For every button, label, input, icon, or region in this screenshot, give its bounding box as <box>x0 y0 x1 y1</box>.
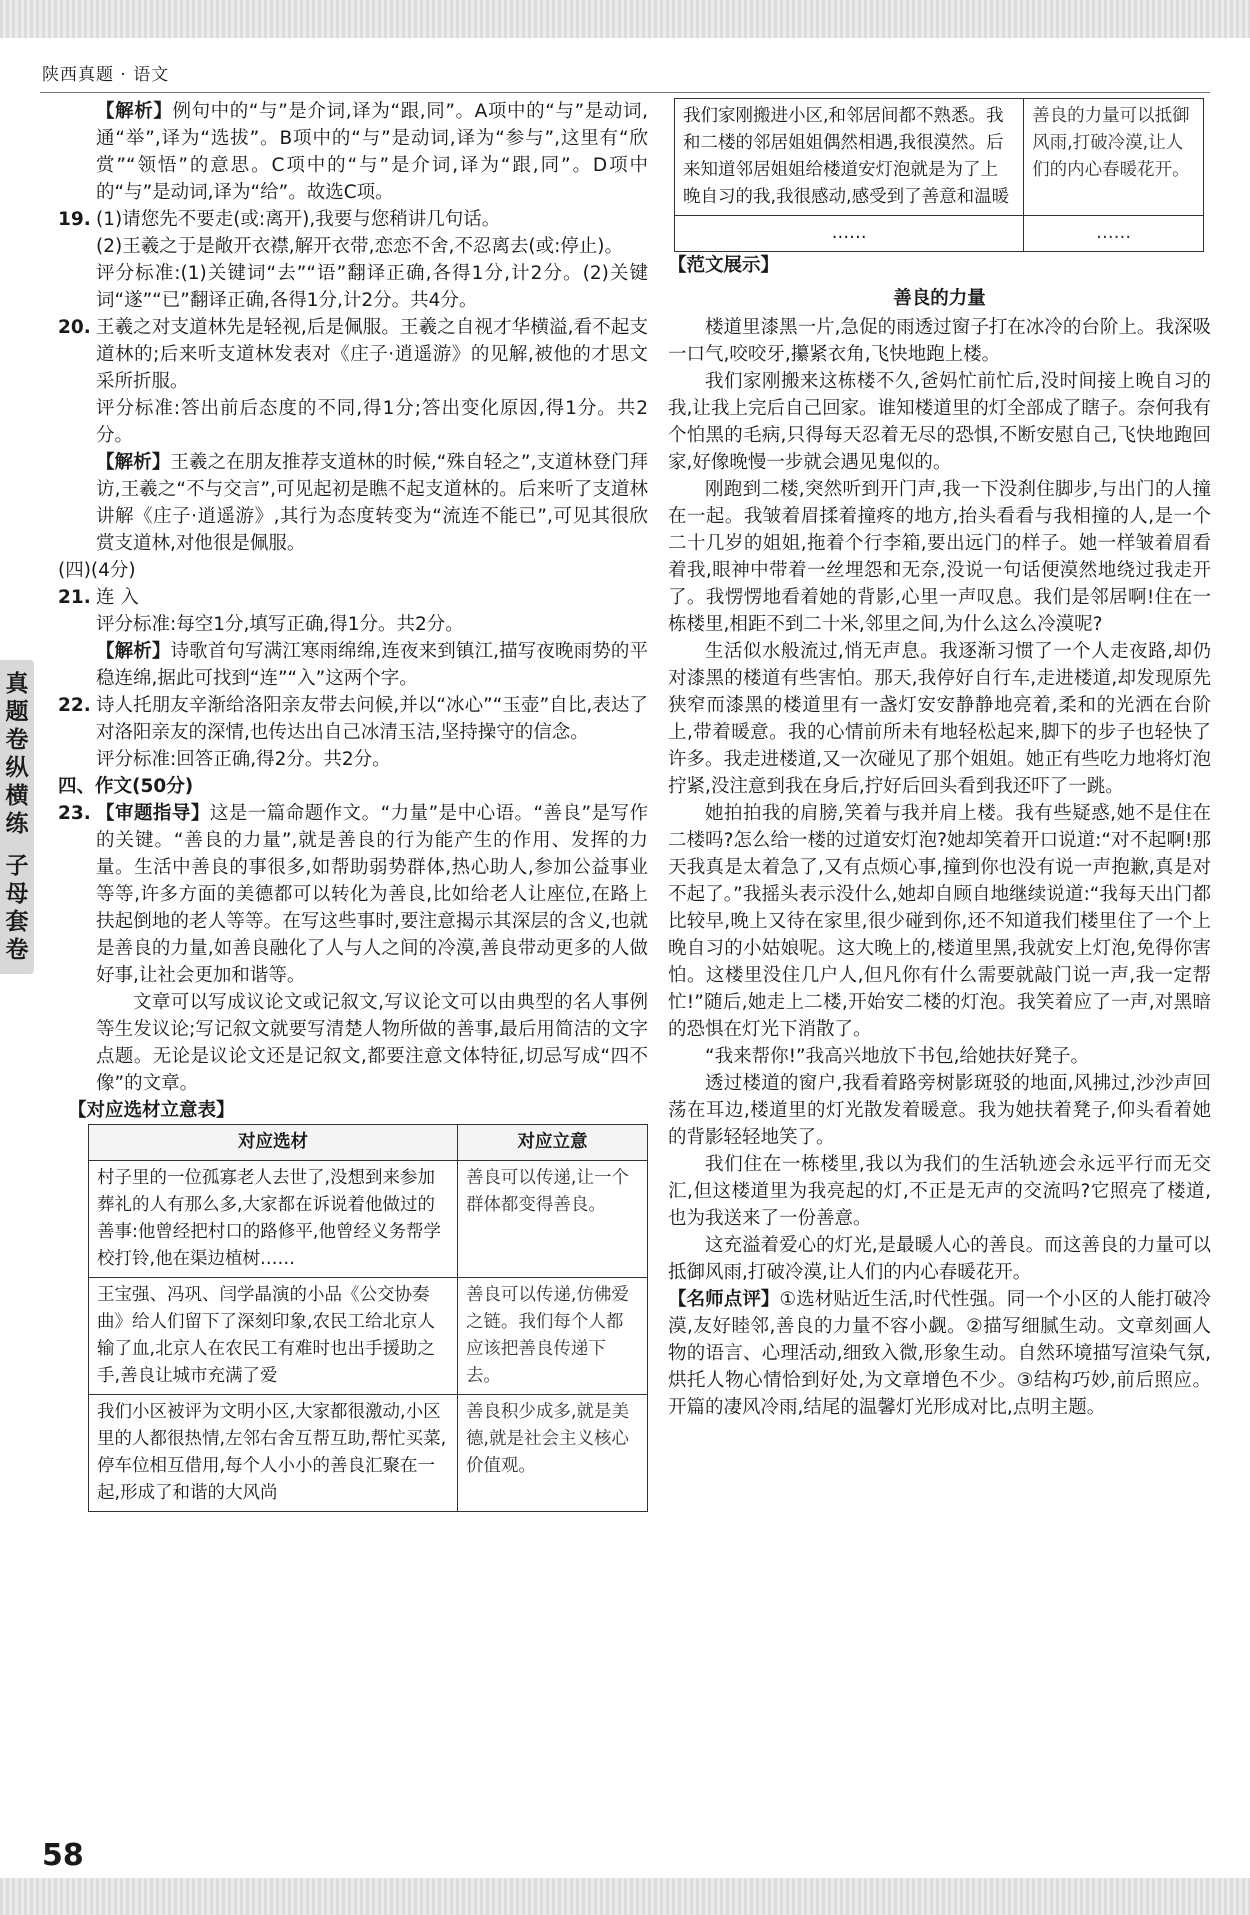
section-4-heading: (四)(4分) <box>58 560 136 581</box>
table-row <box>89 1161 648 1278</box>
essay-paragraph: 生活似水般流过,悄无声息。我逐渐习惯了一个人走夜路,却仍对漆黑的楼道有些害怕。那天,我停好自行车,走进楼道,却发现原先狭窄而漆黑的楼道里有一盏灯安安静静地亮着,柔和的光洒在台阶上,带着暖意。我的心情前所未有地轻松起来,脚下的步子也轻快了许多。我走进楼道,又一次碰见了那个姐姐。她正有些吃力地将灯泡拧紧,没注意到我在身后,拧好后回头看到我还吓了一跳。 <box>668 641 1211 797</box>
q20-answer <box>58 314 648 395</box>
essay-paragraph: 透过楼道的窗户,我看着路旁树影斑驳的地面,风拂过,沙沙声回荡在耳边,楼道里的灯光散发着暖意。我为她扶着凳子,仰头看着她的背影轻轻地笑了。 <box>668 1073 1211 1148</box>
side-tab-char: 练 <box>5 811 29 837</box>
material-cell: 我们小区被评为文明小区,大家都很激动,小区里的人都很热情,左邻右舍互帮互助,帮忙买菜,停车位相互借用,每个人小小的善良汇聚在一起,形成了和谐的大风尚 <box>89 1395 458 1512</box>
material-theme-table <box>88 1124 648 1512</box>
material-theme-table-continued <box>674 98 1204 252</box>
material-cell: 村子里的一位孤寡老人去世了,没想到来参加葬礼的人有那么多,大家都在诉说着他做过的善事:他曾经把村口的路修平,他曾经义务帮学校打铃,他在渠边植树…… <box>89 1161 458 1278</box>
q23-guidance <box>58 800 648 989</box>
side-tab-char: 套 <box>5 909 29 935</box>
answer-text: 连 入 <box>96 587 139 608</box>
answer-text: 诗人托朋友辛渐给洛阳亲友带去问候,并以“冰心”“玉壶”自比,表达了对洛阳亲友的深情,也传达出自己冰清玉洁,坚持操守的信念。 <box>96 695 648 743</box>
running-header: 陕西真题 · 语文 <box>42 65 170 85</box>
side-tab-char: 横 <box>5 783 29 809</box>
analysis-label: 【解析】 <box>96 452 171 473</box>
analysis-text: 诗歌首句写满江寒雨绵绵,连夜来到镇江,描写夜晚雨势的平稳连绵,据此可找到“连”“入”这两个字。 <box>96 641 648 689</box>
answer-text: (1)请您先不要走(或:离开),我要与您稍讲几句话。 <box>96 209 501 230</box>
comment-label: 【名师点评】 <box>668 1289 780 1310</box>
q22-answer <box>58 692 648 746</box>
analysis-label: 【解析】 <box>96 101 173 122</box>
question-number: 21. <box>58 587 91 608</box>
q18-analysis <box>58 98 648 206</box>
guidance-text: 这是一篇命题作文。“力量”是中心语。“善良”是写作的关键。“善良的力量”,就是善良的行为能产生的作用、发挥的力量。生活中善良的事很多,如帮助弱势群体,热心助人,参加公益事业等等,许多方面的美德都可以转化为善良,比如给老人让座位,在路上扶起倒地的老人等等。在写这些事时,要注意揭示其深层的含义,也就是善良的力量,如善良融化了人与人之间的冷漠,善良带动更多的人做好事,让社会更加和谐等。 <box>96 803 648 986</box>
question-number: 22. <box>58 695 91 716</box>
right-column <box>668 98 1211 1421</box>
question-number: 20. <box>58 317 91 338</box>
q19-answer-1 <box>58 206 648 233</box>
side-tab-char: 子 <box>5 853 29 879</box>
header-rule <box>40 92 1210 93</box>
analysis-label: 【解析】 <box>96 641 171 662</box>
table-header-cell: 对应选材 <box>89 1125 458 1161</box>
q22-score: 评分标准:回答正确,得2分。共2分。 <box>96 749 391 770</box>
teacher-comment <box>668 1286 1211 1421</box>
question-number: 19. <box>58 209 91 230</box>
essay-paragraph: 她拍拍我的肩膀,笑着与我并肩上楼。我有些疑惑,她不是住在二楼吗?怎么给一楼的过道安灯泡?她却笑着开口说道:“对不起啊!那天我真是太着急了,又有点烦心事,撞到你也没有说一声抱歉,真是对不起了。”我摇头表示没什么,她却自顾自地继续说道:“我每天出门都比较早,晚上又待在家里,很少碰到你,还不知道我们楼里住了一个上晚自习的小姑娘呢。这大晚上的,楼道里黑,我就安上灯泡,免得你害怕。这楼里没住几户人,但凡你有什么需要就敲门说一声,我一定帮忙!”随后,她走上二楼,开始安二楼的灯泡。我笑着应了一声,对黑暗的恐惧在灯光下消散了。 <box>668 803 1211 1040</box>
table-caption: 【对应选材立意表】 <box>68 1100 235 1121</box>
side-tab-char: 卷 <box>5 727 29 753</box>
q21-score: 评分标准:每空1分,填写正确,得1分。共2分。 <box>96 614 464 635</box>
guidance-label: 【审题指导】 <box>96 803 210 824</box>
top-band <box>0 0 1250 38</box>
essay-title: 善良的力量 <box>893 288 986 309</box>
q21-answer <box>58 584 648 611</box>
side-tab-char: 真 <box>5 671 29 697</box>
table-row <box>675 216 1204 252</box>
table-header-row <box>89 1125 648 1161</box>
material-cell: 我们家刚搬进小区,和邻居间都不熟悉。我和二楼的邻居姐姐偶然相遇,我很漠然。后来知道邻居姐姐给楼道安灯泡就是为了上晚自习的我,我很感动,感受到了善意和温暖 <box>675 99 1024 216</box>
material-cell: 王宝强、冯巩、闫学晶演的小品《公交协奏曲》给人们留下了深刻印象,农民工给北京人输了血,北京人在农民工有难时也出手援助之手,善良让城市充满了爱 <box>89 1278 458 1395</box>
essay-paragraph: 刚跑到二楼,突然听到开门声,我一下没刹住脚步,与出门的人撞在一起。我皱着眉揉着撞疼的地方,抬头看看与我相撞的人,是一个二十几岁的姐姐,拖着个行李箱,要出远门的样子。她一样皱着眉看着我,眼神中带着一丝埋怨和无奈,没说一句话便漠然地绕过我走开了。我愣愣地看着她的背影,心里一声叹息。我们是邻居啊!住在一栋楼里,相距不到二十米,邻里之间,为什么这么冷漠呢? <box>668 479 1211 635</box>
theme-cell: 善良的力量可以抵御风雨,打破冷漠,让人们的内心春暖花开。 <box>1024 99 1204 216</box>
comment-text: ①选材贴近生活,时代性强。同一个小区的人能打破冷漠,友好睦邻,善良的力量不容小觑。②描写细腻生动。文章刻画人物的语言、心理活动,细致入微,形象生动。自然环境描写渲染气氛,烘托人物心情恰到好处,为文章增色不少。③结构巧妙,前后照应。开篇的凄风冷雨,结尾的温馨灯光形成对比,点明主题。 <box>668 1289 1211 1418</box>
side-tab-char: 纵 <box>5 755 29 781</box>
composition-heading: 四、作文(50分) <box>58 776 194 797</box>
essay-paragraph: 我们住在一栋楼里,我以为我们的生活轨迹会永远平行而无交汇,但这楼道里为我亮起的灯,不正是无声的交流吗?它照亮了楼道,也为我送来了一份善意。 <box>668 1154 1211 1229</box>
essay-paragraph: “我来帮你!”我高兴地放下书包,给她扶好凳子。 <box>705 1046 1089 1067</box>
q21-analysis <box>58 638 648 692</box>
theme-cell: 善良可以传递,仿佛爱之链。我们每个人都应该把善良传递下去。 <box>457 1278 647 1395</box>
page-number: 58 <box>42 1838 84 1873</box>
theme-cell: …… <box>1024 216 1204 252</box>
left-column <box>58 98 648 1512</box>
table-row <box>89 1395 648 1512</box>
side-tab-char: 母 <box>5 881 29 907</box>
q23-guidance-2: 文章可以写成议论文或记叙文,写议论文可以由典型的名人事例等生发议论;写记叙文就要写清楚人物所做的善事,最后用简洁的文字点题。无论是议论文还是记叙文,都要注意文体特征,切忌写成“四不像”的文章。 <box>96 992 648 1094</box>
side-tab-char: 题 <box>5 699 29 725</box>
question-number: 23. <box>58 803 91 824</box>
table-row <box>89 1278 648 1395</box>
table-row <box>675 99 1204 216</box>
theme-cell: 善良积少成多,就是美德,就是社会主义核心价值观。 <box>457 1395 647 1512</box>
side-tab <box>0 660 34 974</box>
bottom-band <box>0 1878 1250 1915</box>
table-header-cell: 对应立意 <box>457 1125 647 1161</box>
side-tab-char: 卷 <box>5 937 29 963</box>
q19-score: 评分标准:(1)关键词“去”“语”翻译正确,各得1分,计2分。(2)关键词“遂”“已”翻译正确,各得1分,计2分。共4分。 <box>96 263 648 311</box>
sample-essay-label: 【范文展示】 <box>668 255 780 276</box>
answer-text: 王羲之对支道林先是轻视,后是佩服。王羲之自视才华横溢,看不起支道林的;后来听支道林发表对《庄子·逍遥游》的见解,被他的才思文采所折服。 <box>96 317 648 392</box>
q19-answer-2: (2)王羲之于是敞开衣襟,解开衣带,恋恋不舍,不忍离去(或:停止)。 <box>96 236 624 257</box>
material-cell: …… <box>675 216 1024 252</box>
analysis-text: 例句中的“与”是介词,译为“跟,同”。A项中的“与”是动词,通“举”,译为“选拔”。B项中的“与”是动词,译为“参与”,这里有“欣赏”“领悟”的意思。C项中的“与”是介词,译为“跟,同”。D项中的“与”是动词,译为“给”。故选C项。 <box>96 101 648 203</box>
essay-paragraph: 我们家刚搬来这栋楼不久,爸妈忙前忙后,没时间接上晚自习的我,让我上完后自己回家。谁知楼道里的灯全部成了瞎子。奈何我有个怕黑的毛病,只得每天忍着无尽的恐惧,不断安慰自己,飞快地跑回家,好像晚慢一步就会遇见鬼似的。 <box>668 371 1211 473</box>
essay-paragraph: 楼道里漆黑一片,急促的雨透过窗子打在冰冷的台阶上。我深吸一口气,咬咬牙,攥紧衣角,飞快地跑上楼。 <box>668 317 1211 365</box>
theme-cell: 善良可以传递,让一个群体都变得善良。 <box>457 1161 647 1278</box>
q20-analysis <box>58 449 648 557</box>
analysis-text: 王羲之在朋友推荐支道林的时候,“殊自轻之”,支道林登门拜访,王羲之“不与交言”,可见起初是瞧不起支道林的。后来听了支道林讲解《庄子·逍遥游》,其行为态度转变为“流连不能已”,可见其很欣赏支道林,对他很是佩服。 <box>96 452 648 554</box>
essay-paragraph: 这充溢着爱心的灯光,是最暖人心的善良。而这善良的力量可以抵御风雨,打破冷漠,让人们的内心春暖花开。 <box>668 1235 1211 1283</box>
q20-score: 评分标准:答出前后态度的不同,得1分;答出变化原因,得1分。共2分。 <box>96 398 648 446</box>
